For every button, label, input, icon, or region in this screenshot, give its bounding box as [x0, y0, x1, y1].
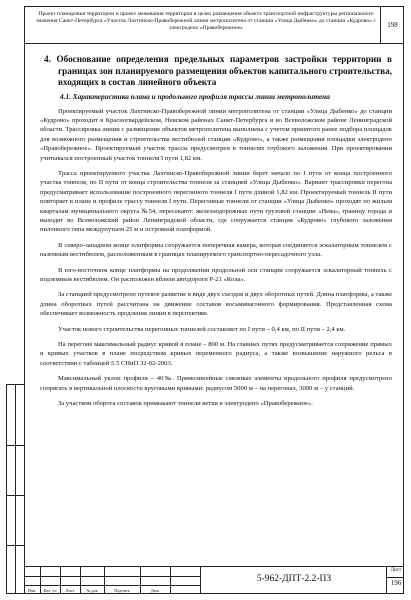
stamp-column-label: Лист [65, 588, 75, 593]
sheet-number: 196 [390, 579, 402, 587]
paragraph: На перегоне максимальный радиус кривой в плане – 800 м. На главных путях предусматривается сопряжение прямых и кривых участков в плане посредством кривых переменного радиуса, а также возвышение наружного рельса в соответствии с таблицей 5.5 СНиП 32-02-2003. [40, 341, 392, 367]
paragraph: За участком оборота составов примыкают тоннели ветки в электродепо «Правобережное». [58, 400, 313, 408]
title-block-line [386, 577, 404, 578]
paragraph: В северо-западном конце платформы сооружается поперечная камера, которая соединяется эскалаторным тоннелем с наземным вестибюлем, расположенным в границах планируемого транспортно-пересадочного узла. [40, 241, 392, 259]
binding-row [7, 545, 24, 546]
title-block-line [24, 576, 200, 577]
header-stamp [24, 6, 404, 44]
paragraph: За станцией предусмотрено путевое развитие в виде двух съездов и двух оборотных путей. Длина платформы, а также длина оборотных путей рассчитана на движение составов восьмивагонного формирования. Представленная схема обеспечивает возможность продления линии в перспективе. [40, 291, 392, 318]
subsection-heading [60, 92, 392, 101]
paragraph: Проектируемый участок Лахтинско-Правобережной линии метрополитена от станции «Улица Дыбенко» до станции «Кудрово» проходит в Красногвардейском, Невском районах Санкт-Петербурга и во Всеволожском районе Ленинградской области. Трассировка линии с размещение объектов метрополитена выполнена с учетом принятого ранее подбора площадок для возможного размещения и строительства вестибюлей станции «Кудрово», а также размещения площадки электродепо «Правобережное». Проектируемый участок трассы предусмотрен в тоннелях глубокого заложения. При проектировании учитывался построенный участок тоннеля I пути 1,82 км. [40, 107, 392, 162]
title-block-line [24, 585, 200, 586]
header-page-number: 198 [380, 6, 404, 43]
paragraph: В юго-восточном конце платформы на продолжении продольной оси станции сооружается эскалаторный тоннель с подземным вестибюлем. Он расположен вблизи автодороги Р-21 «Кола». [40, 266, 392, 283]
paragraph: Участок нового строительства перегонных тоннелей составляет по I пути – 0,4 км, по II пути – 2,4 км. [58, 325, 346, 333]
stamp-column-label: Дата [150, 588, 160, 593]
title-block-line [386, 567, 387, 594]
stamp-column-label: Кол. уч [43, 588, 57, 593]
stamp-column-label: № док [86, 588, 98, 593]
binding-row [7, 495, 24, 496]
binding-column [7, 385, 16, 593]
section-heading [40, 54, 392, 89]
header-text: Проект планировки территории и проект межевания территории в целях размещения объекта транспортной инфраструктуры регионального значения Санкт-Петербурга «Участок Лахтинско-Правобережной линии метрополитена от станции «Улица Дыбенко» до станции «Кудрово» с электродепо «Правобережное» [36, 11, 376, 32]
sheet-label: Лист [390, 568, 402, 573]
stamp-column-label: Изм. [27, 588, 37, 593]
document-body [40, 54, 392, 414]
section-title: Обоснование определения предельных параметров застройки территории в границах зон планируемого размещения объектов капитального строительства, входящих в состав линейного объекта [56, 54, 393, 87]
section-number: 4. [44, 54, 51, 64]
document-code: 5-962-ДПТ-2.2-ПЗ [256, 574, 332, 584]
binding-margin-box [6, 384, 24, 594]
paragraph: Максимальный уклон профиля – 40‰. Прямолинейные смежные элементы продольного профиля предусмотрено сопрягать в вертикальной плоскости круговыми кривыми: радиусом 5000 м – на перегонах, 3000 м – у станций. [40, 375, 392, 392]
title-block-line [170, 567, 171, 594]
title-block-line [200, 567, 201, 594]
subsection-title: Характеристика плана и продольного профиля трассы линии метрополитена [72, 91, 330, 101]
title-block [24, 566, 404, 594]
binding-row [7, 445, 24, 446]
subsection-number: 4.1. [60, 91, 71, 101]
stamp-column-label: Подпись [114, 588, 130, 593]
paragraph: Трасса проектируемого участка Лахтинско-Правобережной линии берет начало по I пути от конца построенного участка тоннеля, по II пути от конца строительства тоннеля за станцией «Улица Дыбенко». Вариант трассировки перегона предусматривает использование построенного перегонного тоннеля I пути длиной 1,82 км. Проектируемый тоннель II пути повторяет в плане и профиле трассу тоннеля I пути. Перегонные тоннели от станции «Улица Дыбенко» проходят по жилым кварталам муниципального округа №54, пересекают: железнодорожные пути грузовой станции «Нева», границу города и выходят во Всеволожский район Ленинградской области, где сооружается станция «Кудрово» глубокого заложения пилонного типа междупутьем 25 м и островной платформой. [40, 169, 392, 234]
